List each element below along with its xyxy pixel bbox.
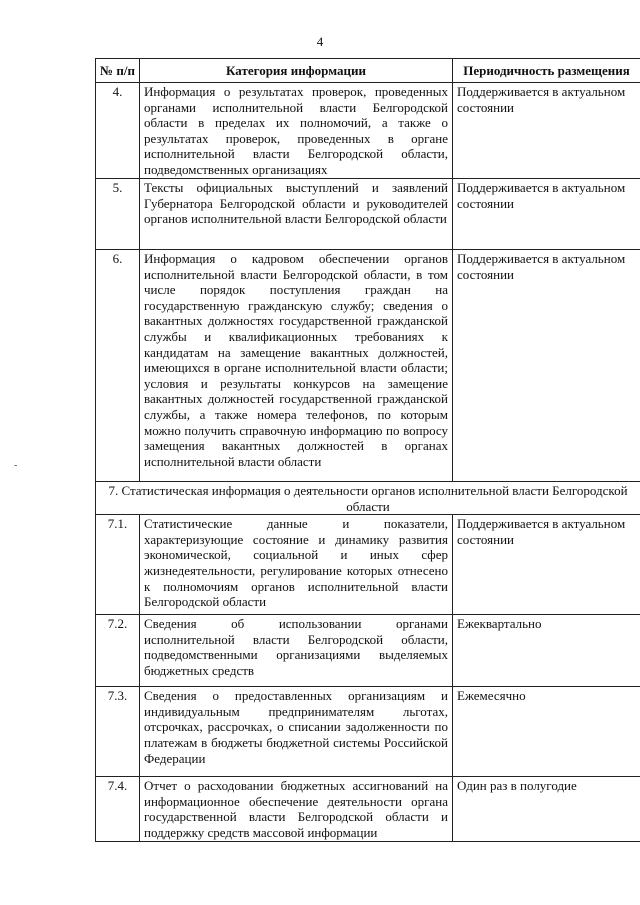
row-number: 4.: [96, 83, 140, 179]
row-number: 7.3.: [96, 687, 140, 777]
information-table: [95, 58, 640, 842]
table-row: [96, 515, 640, 615]
header-num: № п/п: [96, 59, 140, 83]
table-row: [96, 83, 640, 179]
header-period: Периодичность размещения: [453, 59, 640, 83]
row-periodicity: Один раз в полугодие: [453, 777, 640, 841]
row-description: Информация о кадровом обеспечении органов исполнительной власти Белгородской области, в том числе порядок поступления граждан на государственную гражданскую службу; сведения о вакантных должностях государственной гражданской службы и квалификационных требованиях к кандидатам на замещение вакантных должностей, имеющихся в органе исполнительной власти области; условия и результаты конкурсов на замещение вакантных должностей государственной гражданской службы, а также номера телефонов, по которым можно получить справочную информацию по вопросу замещения вакантных должностей в органах исполнительной власти области: [140, 250, 453, 482]
row-periodicity: Поддерживается в актуальном состоянии: [453, 250, 640, 482]
margin-mark: -: [14, 460, 18, 471]
table-row: [96, 777, 640, 841]
row-number: 7.4.: [96, 777, 140, 841]
page-number: 4: [316, 34, 324, 49]
table-row: [96, 615, 640, 687]
header-category: Категория информации: [140, 59, 453, 83]
row-periodicity: Поддерживается в актуальном состоянии: [453, 515, 640, 615]
table-row: [96, 179, 640, 250]
row-periodicity: Поддерживается в актуальном состоянии: [453, 179, 640, 250]
row-number: 7.2.: [96, 615, 140, 687]
row-description: Сведения об использовании органами исполнительной власти Белгородской области, подведомственными организациями выделяемых бюджетных средств: [140, 615, 453, 687]
row-description: Тексты официальных выступлений и заявлений Губернатора Белгородской области и руководителей органов исполнительной власти Белгородской области: [140, 179, 453, 250]
section-row: [96, 482, 640, 515]
row-number: 7.1.: [96, 515, 140, 615]
table-header-row: [96, 59, 640, 83]
table-row: [96, 250, 640, 482]
row-description: Статистические данные и показатели, характеризующие состояние и динамику развития экономической, социальной и иных сфер жизнедеятельности, регулирование которых отнесено к полномочиям органов исполнительной власти Белгородской области: [140, 515, 453, 615]
table-row: [96, 687, 640, 777]
row-number: 5.: [96, 179, 140, 250]
row-periodicity: Ежемесячно: [453, 687, 640, 777]
row-description: Отчет о расходовании бюджетных ассигнований на информационное обеспечение деятельности органа государственной власти Белгородской области и поддержку средств массовой информации: [140, 777, 453, 841]
row-periodicity: Поддерживается в актуальном состоянии: [453, 83, 640, 179]
row-periodicity: Ежеквартально: [453, 615, 640, 687]
row-description: Сведения о предоставленных организациям и индивидуальным предпринимателям льготах, отсрочках, рассрочках, о списании задолженности по платежам в бюджеты бюджетной системы Российской Федерации: [140, 687, 453, 777]
row-description: Информация о результатах проверок, проведенных органами исполнительной власти Белгородской области в пределах их полномочий, а также о результатах проверок, проведенных в органе исполнительной власти Белгородской области, подведомственных организациях: [140, 83, 453, 179]
row-number: 6.: [96, 250, 140, 482]
section-7-title: 7. Статистическая информация о деятельности органов исполнительной власти Белгородской области: [96, 482, 640, 515]
